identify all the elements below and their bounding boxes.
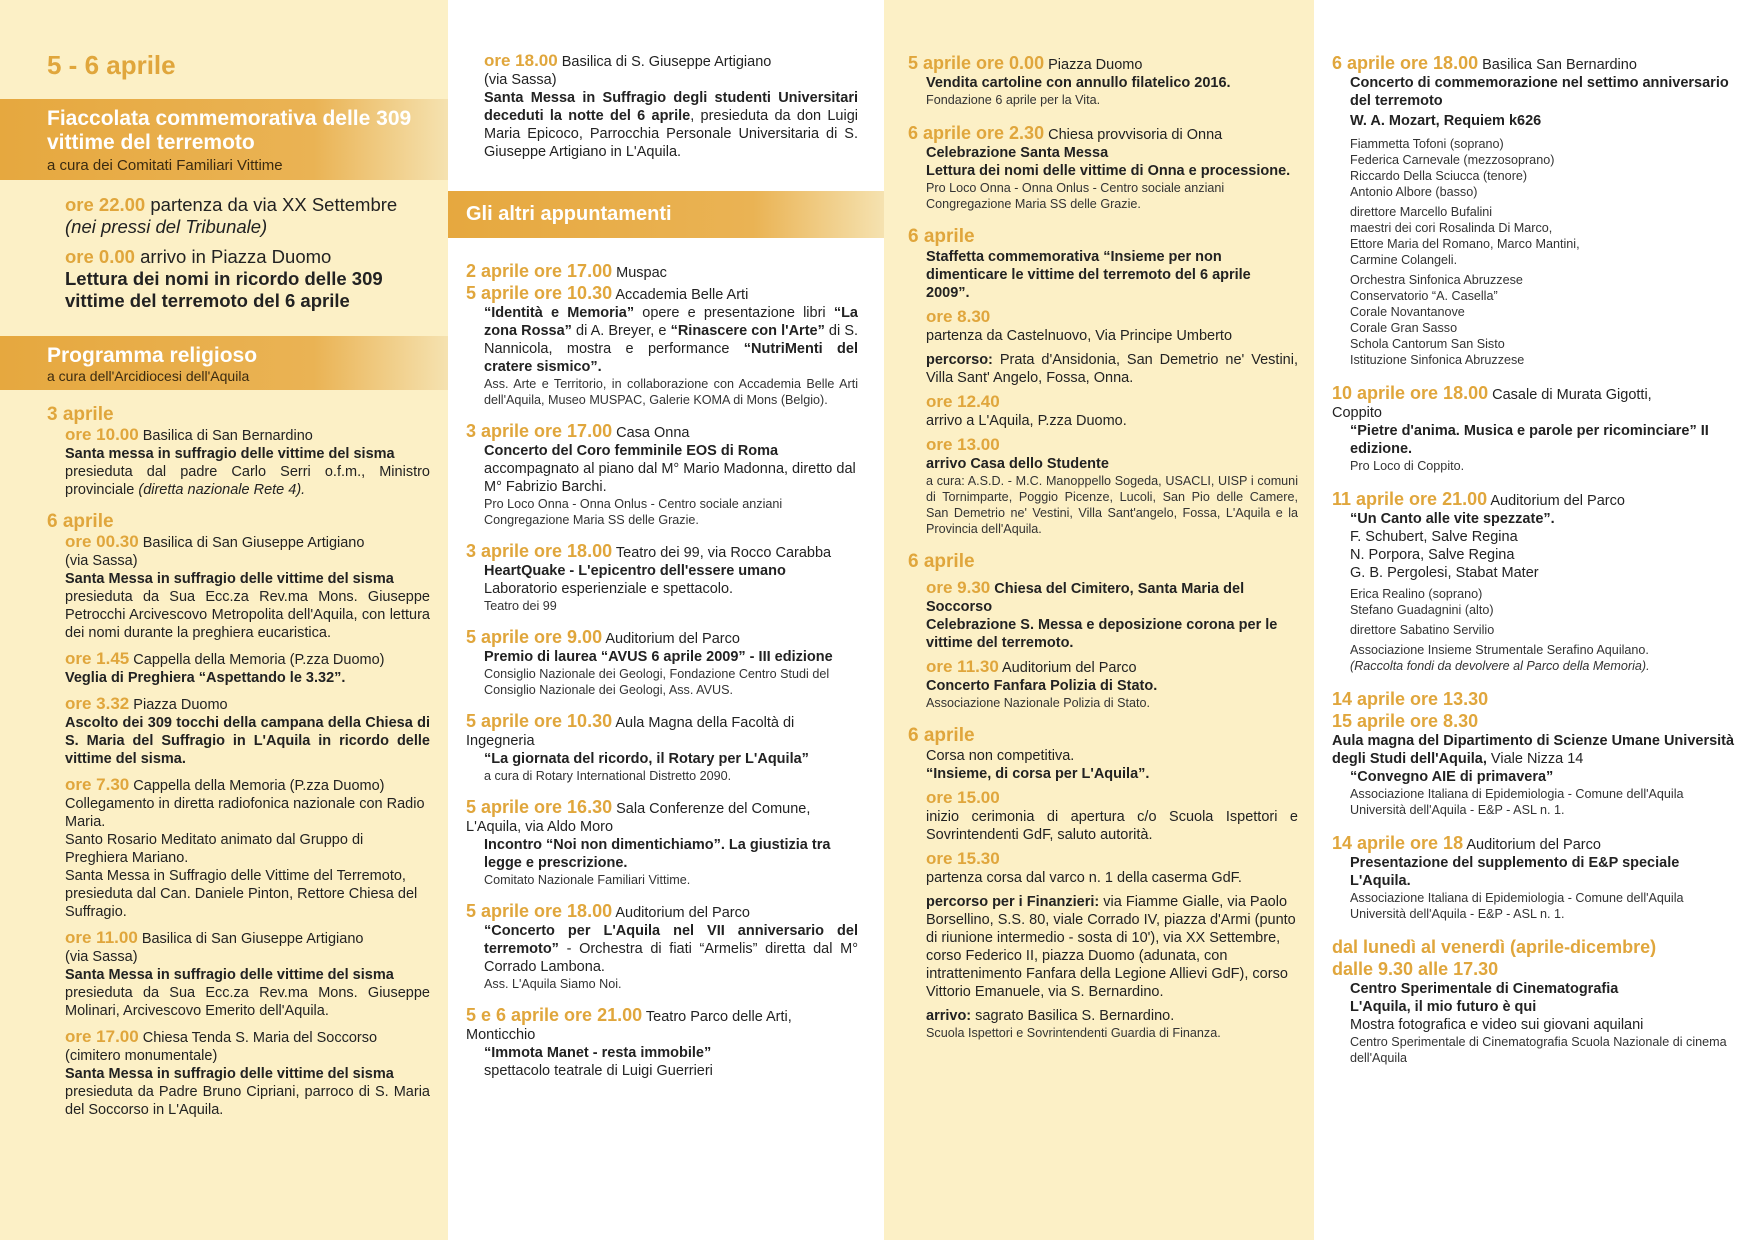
text-col1-religioso-e7_time: ore 17.00 xyxy=(65,1027,139,1046)
text-col2-a2_note: Ass. Arte e Territorio, in collaborazione con Accademia Belle Arti dell'Aquila, Museo MUSPAC, Galerie KOMA di Mons (Belgio). xyxy=(484,377,858,407)
text-col2-a7_place: Sala Conferenze del Comune, xyxy=(616,801,811,817)
text-col2-a2_t1: “Identità e Memoria” xyxy=(484,305,635,321)
text-col1-religioso-e6_time: ore 11.00 xyxy=(65,928,138,947)
text-col1-religioso-e2_place: Basilica di San Giuseppe Artigiano xyxy=(142,535,365,551)
event-3apr xyxy=(47,426,430,499)
text-col4-c5_when: 14 aprile ore 18 xyxy=(1332,833,1464,853)
altri-appuntamenti-header: Gli altri appuntamenti xyxy=(448,191,884,238)
text-col4-c1_groups-1: Conservatorio “A. Casella” xyxy=(1350,289,1498,303)
text-col1-religioso-e3_time: ore 1.45 xyxy=(65,649,130,668)
text-col2-a2_when: 5 aprile ore 10.30 xyxy=(466,283,613,303)
requiem-direction xyxy=(1350,204,1737,268)
text-col4-c4_bold: “Convegno AIE di primavera” xyxy=(1350,769,1554,785)
text-col2-a8_when: 5 aprile ore 18.00 xyxy=(466,901,613,921)
text-col3-b3_note: a cura: A.S.D. - M.C. Manoppello Sogeda, USACLI, UISP i comuni di Tornimparte, Poggio Picenze, Lucoli, San Pio delle Camere, San Demetrio ne' Vestini, Villa Sant'angelo, Fossa, L'Aquila e la Provincia dell'Aquila. xyxy=(926,474,1298,536)
text-col1-religioso-e6_bold: Santa Messa in suffragio delle vittime del sisma xyxy=(65,967,394,983)
text-col3-b4_t2: ore 11.30 xyxy=(926,657,999,676)
text-col4-c3_perf-0: Erica Realino (soprano) xyxy=(1350,587,1483,601)
text-col1-religioso-e3_bold: Veglia di Preghiera “Aspettando le 3.32”. xyxy=(65,670,346,686)
text-col4-c3_dir: direttore Sabatino Servilio xyxy=(1350,623,1495,637)
text-col1-fiaccolata-t1_text: partenza da via XX Settembre xyxy=(150,194,398,215)
text-col3-b3_t1_text: partenza da Castelnuovo, Via Principe Umberto xyxy=(926,328,1233,344)
text-col4-c4_place: Aula magna del Dipartimento di Scienze Umane Università degli Studi dell'Aquila, xyxy=(1332,733,1735,767)
column-2 xyxy=(448,0,884,1240)
text-col4-c6_bold: Centro Sperimentale di Cinematografia xyxy=(1350,981,1619,997)
text-col2-a3_text: accompagnato al piano dal M° Mario Madonna, diretto dal M° Fabrizio Barchi. xyxy=(484,461,856,495)
text-col2-a4_bold: HeartQuake - L'epicentro dell'essere umano xyxy=(484,563,786,579)
event-immota-manet xyxy=(466,1044,858,1080)
fiaccolata-header xyxy=(0,99,448,180)
text-col3-b1_when: 5 aprile ore 0.00 xyxy=(908,53,1045,73)
text-col2-a5_note: Consiglio Nazionale dei Geologi, Fondazione Centro Studi del Consiglio Nazionale dei Geologi, Ass. AVUS. xyxy=(484,667,830,697)
text-col1-religioso-e6_place: Basilica di San Giuseppe Artigiano xyxy=(141,931,364,947)
text-col3-b5_text: Corsa non competitiva. xyxy=(926,748,1075,764)
text-col4-c1_performers-0: Fiammetta Tofoni (soprano) xyxy=(1350,137,1504,151)
text-col4-c3_perf-1: Stefano Guadagnini (alto) xyxy=(1350,603,1494,617)
text-col2-a4_place2: via Rocco Carabba xyxy=(707,545,832,561)
fiaccolata-events xyxy=(0,180,448,312)
religioso-header xyxy=(0,336,448,390)
text-col1-religioso-e7_place: Chiesa Tenda S. Maria del Soccorso xyxy=(142,1030,378,1046)
text-col1-fiaccolata-t2_text: arrivo in Piazza Duomo xyxy=(140,246,332,267)
text-col3-b4_bold: Celebrazione S. Messa e deposizione corona per le vittime del terremoto. xyxy=(926,617,1278,651)
text-col4-c4_when1: 14 aprile ore 13.30 xyxy=(1332,689,1489,709)
text-col1-religioso-e5_text2: Santo Rosario Meditato animato dal Gruppo di Preghiera Mariano. xyxy=(65,832,364,866)
text-col2-a2_t2: opere e presentazione libri xyxy=(634,305,834,321)
text-col4-c1_performers-1: Federica Carnevale (mezzosoprano) xyxy=(1350,153,1555,167)
text-col4-c5_place: Auditorium del Parco xyxy=(1466,837,1601,853)
text-col2-top-bold: Santa Messa in Suffragio degli studenti Universitari deceduti la notte del 6 aprile xyxy=(484,90,858,124)
text-col1-religioso-e5_place: Cappella della Memoria xyxy=(133,778,286,794)
text-col1-religioso-e5_text3: Santa Messa in Suffragio delle Vittime del Terremoto, presieduta dal Can. Daniele Pinton, Rettore Chiesa del Suffragio. xyxy=(65,868,418,920)
text-col4-c4_note: Associazione Italiana di Epidemiologia - Comune dell'Aquila Università dell'Aquila - E&P - ASL n. 1. xyxy=(1350,787,1684,817)
event-staffetta xyxy=(908,248,1298,537)
text-col4-c1_direction-3: Carmine Colangeli. xyxy=(1350,253,1458,267)
text-col2-a6_bold: “La giornata del ricordo, il Rotary per L'Aquila” xyxy=(484,751,809,767)
text-col2-a8_note: Ass. L'Aquila Siamo Noi. xyxy=(484,977,622,991)
text-col1-religioso-e6_sub: (via Sassa) xyxy=(65,949,138,965)
text-col2-top-text: , presieduta da don Luigi Maria Epicoco, Parrocchia Personale Universitaria di S. Giuseppe Artigiano in L'Aquila. xyxy=(484,108,858,160)
text-col2-a2_place: Accademia Belle Arti xyxy=(615,287,749,303)
text-col1-religioso-e4_place: Piazza Duomo xyxy=(133,697,228,713)
event-convegno-aie xyxy=(1332,768,1737,818)
text-col1-religioso-e7_text: presieduta da Padre Bruno Cipriani, parroco di S. Maria del Soccorso in L'Aquila. xyxy=(65,1084,430,1118)
column-1 xyxy=(0,0,448,1240)
text-col1-religioso-e2_sub: (via Sassa) xyxy=(65,553,138,569)
event-0332 xyxy=(47,695,430,768)
text-col2-a5_bold: Premio di laurea “AVUS 6 aprile 2009” - III edizione xyxy=(484,649,833,665)
text-col2-a3_place: Casa Onna xyxy=(616,425,690,441)
top-date xyxy=(0,0,448,81)
text-col1-religioso-e1_place: Basilica di San Bernardino xyxy=(142,428,313,444)
text-col3-b3_when: 6 aprile xyxy=(908,226,975,247)
text-col4-c6_text: Mostra fotografica e video sui giovani aquilani xyxy=(1350,1017,1644,1033)
text-col2-a9_when: 5 e 6 aprile ore 21.00 xyxy=(466,1005,643,1025)
event-cimitero xyxy=(908,579,1298,711)
text-col4-c1_place: Basilica San Bernardino xyxy=(1482,57,1637,73)
event-requiem xyxy=(1332,74,1737,368)
text-col3-b4_place2: Auditorium del Parco xyxy=(1002,660,1137,676)
text-col2-a1_when: 2 aprile ore 17.00 xyxy=(466,261,613,281)
event-canto-vite xyxy=(1332,510,1737,674)
text-col2-a6_place: Aula Magna della Facoltà di Ingegneria xyxy=(466,715,795,749)
messa-studenti xyxy=(448,0,884,161)
text-col3-b3_t1: ore 8.30 xyxy=(926,307,991,326)
text-col1-religioso-e7_bold: Santa Messa in suffragio delle vittime del sisma xyxy=(65,1066,394,1082)
text-col3-b1_note: Fondazione 6 aprile per la Vita. xyxy=(926,93,1101,107)
text-col4-c6_when2: dalle 9.30 alle 17.30 xyxy=(1332,959,1499,979)
event-teatro-99 xyxy=(466,562,858,614)
text-col4-c5_note: Associazione Italiana di Epidemiologia - Comune dell'Aquila Università dell'Aquila - E&P - ASL n. 1. xyxy=(1350,891,1684,921)
text-col4-c1_groups-0: Orchestra Sinfonica Abruzzese xyxy=(1350,273,1523,287)
religioso-title: Programma religioso xyxy=(47,344,258,367)
text-col4-c6_bold2: L'Aquila, il mio futuro è qui xyxy=(1350,999,1537,1015)
text-col2-a2_t3: “La zona Rossa” xyxy=(484,305,858,339)
text-col4-c5_bold: Presentazione del supplemento di E&P speciale L'Aquila. xyxy=(1350,855,1680,889)
text-col2-a8_text: - Orchestra di fiati “Armelis” diretta dal M° Corrado Lambona. xyxy=(484,941,858,975)
text-col4-c2_when: 10 aprile ore 18.00 xyxy=(1332,383,1489,403)
col3-list xyxy=(884,0,1314,1041)
text-col4-c2_place: Casale di Murata Gigotti, xyxy=(1492,387,1652,403)
event-1700 xyxy=(47,1028,430,1119)
text-col4-c4_when2: 15 aprile ore 8.30 xyxy=(1332,711,1479,731)
text-col4-c1_groups-4: Schola Cantorum San Sisto xyxy=(1350,337,1505,351)
text-col3-b3_bold: Staffetta commemorativa “Insieme per non dimenticare le vittime del terremoto del 6 aprile 2009”. xyxy=(926,249,1251,301)
text-col4-c2_place2: Coppito xyxy=(1332,405,1382,421)
text-col4-c3_assoc_note: (Raccolta fondi da devolvere al Parco della Memoria). xyxy=(1350,659,1650,673)
text-col3-b1_bold: Vendita cartoline con annullo filatelico 2016. xyxy=(926,75,1231,91)
text-col3-b2_place: Chiesa provvisoria di Onna xyxy=(1048,127,1223,143)
text-col1-religioso-e1_bold: Santa messa in suffragio delle vittime del sisma xyxy=(65,446,395,462)
text-col1-religioso-e5_time: ore 7.30 xyxy=(65,775,130,794)
text-col1-fiaccolata-t1: ore 22.00 xyxy=(65,194,146,215)
text-col1-religioso-e1_time: ore 10.00 xyxy=(65,425,139,444)
text-col2-a1_place: Muspac xyxy=(616,265,667,281)
text-col3-b5_perc_label: percorso per i Finanzieri: xyxy=(926,894,1100,910)
text-col2-a2_t4: di A. Breyer, e xyxy=(571,323,671,339)
text-col1-religioso-e4_time: ore 3.32 xyxy=(65,694,130,713)
text-col3-b5_t1_text: inizio cerimonia di apertura c/o Scuola Ispettori e Sovrintendenti GdF, saluto autorità. xyxy=(926,809,1298,843)
text-col3-b5_t2: ore 15.30 xyxy=(926,849,1000,868)
event-cartoline xyxy=(908,74,1298,108)
text-col1-religioso-e3_place: Cappella della Memoria xyxy=(133,652,286,668)
text-col3-b4_bold2: Concerto Fanfara Polizia di Stato. xyxy=(926,678,1158,694)
text-col1-religioso-e6_text: presieduta da Sua Ecc.za Rev.ma Mons. Giuseppe Molinari, Arcivescovo Emerito dell'Aquila. xyxy=(65,985,430,1019)
text-col3-b4_t1: ore 9.30 xyxy=(926,578,991,597)
event-belle-arti xyxy=(466,304,858,408)
altri-list xyxy=(448,238,884,1080)
text-col1-religioso-e7_sub: (cimitero monumentale) xyxy=(65,1048,218,1064)
requiem-groups xyxy=(1350,272,1737,368)
text-col3-b3_t2: ore 12.40 xyxy=(926,392,1000,411)
text-col2-a4_when: 3 aprile ore 18.00 xyxy=(466,541,613,561)
text-col4-c1_when: 6 aprile ore 18.00 xyxy=(1332,53,1479,73)
text-col3-b2_when: 6 aprile ore 2.30 xyxy=(908,123,1045,143)
text-col4-c1_bold2: W. A. Mozart, Requiem k626 xyxy=(1350,113,1542,129)
column-3 xyxy=(884,0,1314,1240)
text-col3-b3_t2_text: arrivo a L'Aquila, P.zza Duomo. xyxy=(926,413,1127,429)
text-col1-religioso-d2: 6 aprile xyxy=(47,511,114,532)
text-col3-b5_bold: “Insieme, di corsa per L'Aquila”. xyxy=(926,766,1150,782)
text-col3-b4_when: 6 aprile xyxy=(908,551,975,572)
event-rotary xyxy=(466,750,858,784)
text-col4-c1_direction-1: maestri dei cori Rosalinda Di Marco, xyxy=(1350,221,1553,235)
text-col2-a9_place2: Monticchio xyxy=(466,1027,536,1043)
text-col2-a8_bold: “Concerto per L'Aquila nel VII anniversario del terremoto” xyxy=(484,923,858,957)
text-col2-a2_t6: di S. Nannicola, mostra e performance xyxy=(484,323,859,357)
text-col2-top-place: Basilica di S. Giuseppe Artigiano xyxy=(561,54,772,70)
text-col4-c3_when: 11 aprile ore 21.00 xyxy=(1332,489,1488,509)
text-col2-a6_note: a cura di Rotary International Distretto 2090. xyxy=(484,769,732,783)
text-col3-b5_perc: via Fiamme Gialle, via Paolo Borsellino, S.S. 80, viale Corrado IV, piazza d'Armi (punto di riunione intermedio - sosta di 10'), via XX Settembre, corso Federico II, piazza Duomo (adunata, con intrattenimento Fanfara della Legione Allievi GdF), corso Vittorio Emanuele, via S. Bernardino. xyxy=(926,894,1296,1000)
text-col1-fiaccolata-t1_note: (nei pressi del Tribunale) xyxy=(65,216,268,237)
text-col2-a4_place: Teatro dei 99, xyxy=(615,545,704,561)
text-col2-a9_bold: “Immota Manet - resta immobile” xyxy=(484,1045,712,1061)
event-supplemento xyxy=(1332,854,1737,922)
text-col4-c1_performers-2: Riccardo Della Sciucca (tenore) xyxy=(1350,169,1528,183)
text-col2-a5_when: 5 aprile ore 9.00 xyxy=(466,627,603,647)
text-col3-b3_t3_text: arrivo Casa dello Studente xyxy=(926,456,1109,472)
text-col3-b5_arr: sagrato Basilica S. Bernardino. xyxy=(971,1008,1175,1024)
text-col3-b1_place: Piazza Duomo xyxy=(1048,57,1143,73)
text-col4-c3_bold: “Un Canto alle vite spezzate”. xyxy=(1350,511,1555,527)
requiem-performers xyxy=(1350,136,1737,200)
text-col4-c2_bold: “Pietre d'anima. Musica e parole per ricominciare” II edizione. xyxy=(1350,423,1709,457)
event-0145 xyxy=(47,650,430,687)
text-col4-c6_when1: dal lunedì al venerdì (aprile-dicembre) xyxy=(1332,937,1657,957)
text-col1-religioso-d1: 3 aprile xyxy=(47,404,114,425)
text-col3-b4_place: Chiesa del Cimitero, Santa Maria del Soccorso xyxy=(926,581,1245,615)
text-col2-a6_when: 5 aprile ore 10.30 xyxy=(466,711,613,731)
text-col2-a2_t5: “Rinascere con l'Arte” xyxy=(670,323,825,339)
text-col3-b2_bold: Celebrazione Santa Messa xyxy=(926,145,1109,161)
text-col4-c2_note: Pro Loco di Coppito. xyxy=(1350,459,1465,473)
text-col1-religioso-e3_place2: (P.zza Duomo) xyxy=(289,652,385,668)
event-comune xyxy=(466,836,858,888)
event-armelis xyxy=(466,922,858,992)
text-col3-b4_note: Associazione Nazionale Polizia di Stato. xyxy=(926,696,1151,710)
text-col2-a2_t7: “NutriMenti del cratere sismico”. xyxy=(484,341,858,375)
text-col1-religioso-e2_text: presieduta da Sua Ecc.za Rev.ma Mons. Giuseppe Petrocchi Arcivescovo Metropolita dell'Aquila, con lettura dei nomi durante la preghiera eucaristica. xyxy=(65,589,430,641)
text-col1-religioso-e5_place2: (P.zza Duomo) xyxy=(289,778,385,794)
fiaccolata-subtitle: a cura dei Comitati Familiari Vittime xyxy=(47,157,283,174)
text-col4-c4_place2: Viale Nizza 14 xyxy=(1486,751,1584,767)
text-col1-religioso-e4_bold: Ascolto dei 309 tocchi della campana della Chiesa di S. Maria del Suffragio in L'Aquila in ricordo delle vittime del sisma. xyxy=(65,715,430,767)
column-4 xyxy=(1314,0,1753,1240)
col4-list xyxy=(1314,0,1753,1066)
text-col4-c1_groups-5: Istituzione Sinfonica Abruzzese xyxy=(1350,353,1525,367)
text-col2-a9_place: Teatro Parco delle Arti, xyxy=(645,1009,792,1025)
religioso-list xyxy=(0,390,448,1119)
text-col2-a9_text: spettacolo teatrale di Luigi Guerrieri xyxy=(484,1063,713,1079)
text-col3-b2_bold2: Lettura dei nomi delle vittime di Onna e processione. xyxy=(926,163,1291,179)
event-pietre-anima xyxy=(1332,422,1737,474)
event-onna-messa xyxy=(908,144,1298,212)
text-col1-religioso-e1_note: (diretta nazionale Rete 4). xyxy=(138,482,306,498)
text-col2-top-time: ore 18.00 xyxy=(484,51,558,70)
text-col2-a3_when: 3 aprile ore 17.00 xyxy=(466,421,613,441)
text-col3-b3_t3: ore 13.00 xyxy=(926,435,1000,454)
text-col2-a4_note: Teatro dei 99 xyxy=(484,599,557,613)
text-col4-c3_works-0: F. Schubert, Salve Regina xyxy=(1350,529,1518,545)
religioso-subtitle: a cura dell'Arcidiocesi dell'Aquila xyxy=(47,368,250,384)
text-col4-c6_note: Centro Sperimentale di Cinematografia Scuola Nazionale di cinema dell'Aquila xyxy=(1350,1035,1727,1065)
text-col1-religioso-e5_text: Collegamento in diretta radiofonica nazionale con Radio Maria. xyxy=(65,796,425,830)
text-col2-a7_bold: Incontro “Noi non dimentichiamo”. La giustizia tra legge e prescrizione. xyxy=(484,837,831,871)
text-col1-religioso-e1_text: presieduta dal padre Carlo Serri o.f.m., Ministro provinciale xyxy=(65,464,430,498)
event-1100 xyxy=(47,929,430,1020)
text-col3-b3_perc: Prata d'Ansidonia, San Demetrio ne' Vestini, Villa Sant' Angelo, Fossa, Onna. xyxy=(926,352,1298,386)
text-col2-top-sub: (via Sassa) xyxy=(484,72,557,88)
text-col1-fiaccolata-t2_bold: Lettura dei nomi in ricordo delle 309 vittime del terremoto del 6 aprile xyxy=(65,268,383,311)
text-col3-b5_t2_text: partenza corsa dal varco n. 1 della caserma GdF. xyxy=(926,870,1242,886)
text-col3-b5_arr_label: arrivo: xyxy=(926,1008,972,1024)
text-col4-c3_works-2: G. B. Pergolesi, Stabat Mater xyxy=(1350,565,1539,581)
text-col3-b5_note: Scuola Ispettori e Sovrintendenti Guardia di Finanza. xyxy=(926,1026,1221,1040)
event-0730 xyxy=(47,776,430,921)
text-col2-a7_note: Comitato Nazionale Familiari Vittime. xyxy=(484,873,691,887)
text-col2-a5_place: Auditorium del Parco xyxy=(605,631,740,647)
event-corsa xyxy=(908,747,1298,1041)
text-col4-c3_place: Auditorium del Parco xyxy=(1490,493,1625,509)
text-col4-c1_bold: Concerto di commemorazione nel settimo anniversario del terremoto xyxy=(1350,75,1729,109)
text-col4-c1_direction-0: direttore Marcello Bufalini xyxy=(1350,205,1493,219)
text-col2-a7_when: 5 aprile ore 16.30 xyxy=(466,797,613,817)
text-col2-a4_text: Laboratorio esperienziale e spettacolo. xyxy=(484,581,734,597)
fiaccolata-title: Fiaccolata commemorativa delle 309 vittime del terremoto xyxy=(47,107,412,154)
text-col4-c3_works-1: N. Porpora, Salve Regina xyxy=(1350,547,1515,563)
event-0030 xyxy=(47,533,430,642)
text-col1-top_date: 5 - 6 aprile xyxy=(47,50,176,80)
text-col2-a3_bold: Concerto del Coro femminile EOS di Roma xyxy=(484,443,779,459)
text-col2-a8_place: Auditorium del Parco xyxy=(615,905,750,921)
text-col1-fiaccolata-t2: ore 0.00 xyxy=(65,246,135,267)
text-col2-a7_place2: L'Aquila, via Aldo Moro xyxy=(466,819,614,835)
text-col4-c1_direction-2: Ettore Maria del Romano, Marco Mantini, xyxy=(1350,237,1580,251)
event-avus xyxy=(466,648,858,698)
text-col3-b5_t1: ore 15.00 xyxy=(926,788,1000,807)
text-col4-c3_assoc: Associazione Insieme Strumentale Serafino Aquilano. xyxy=(1350,643,1649,657)
text-col4-c1_groups-3: Corale Gran Sasso xyxy=(1350,321,1458,335)
text-col1-religioso-e2_bold: Santa Messa in suffragio delle vittime del sisma xyxy=(65,571,394,587)
text-col3-b2_note: Pro Loco Onna - Onna Onlus - Centro sociale anziani Congregazione Maria SS delle Grazie. xyxy=(926,181,1225,211)
text-col4-c1_groups-2: Corale Novantanove xyxy=(1350,305,1465,319)
text-col1-religioso-e2_time: ore 00.30 xyxy=(65,532,139,551)
event-cinematografia xyxy=(1332,980,1737,1066)
text-col3-b3_perc_label: percorso: xyxy=(926,352,993,368)
text-col4-c1_performers-3: Antonio Albore (basso) xyxy=(1350,185,1478,199)
event-casa-onna xyxy=(466,442,858,528)
text-col2-a3_note: Pro Loco Onna - Onna Onlus - Centro sociale anziani Congregazione Maria SS delle Grazie. xyxy=(484,497,783,527)
text-col3-b5_when: 6 aprile xyxy=(908,725,975,746)
